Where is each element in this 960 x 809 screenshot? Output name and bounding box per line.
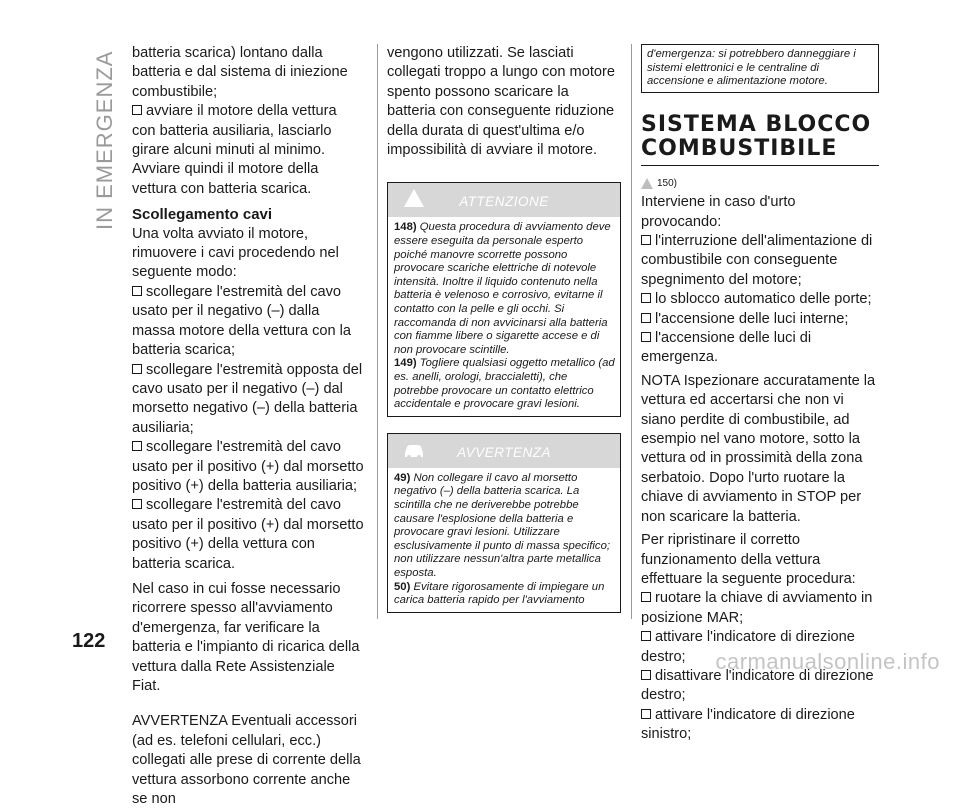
checkbox-bullet-icon: [641, 293, 651, 303]
checkbox-bullet-icon: [641, 592, 651, 602]
section-side-tab: [70, 40, 120, 230]
list-item: scollegare l'estremità del cavo usato per il positivo (+) dal morsetto positivo (+) della vettura con batteria scarica.: [132, 497, 364, 572]
paragraph: Nel caso in cui fosse necessario ricorrere spesso all'avviamento d'emergenza, far verificare la batteria e l'impianto di ricarica della vettura dalla Rete Assistenziale Fiat.: [132, 580, 360, 694]
paragraph: Una volta avviato il motore, rimuovere i cavi procedendo nel seguente modo:: [132, 225, 339, 281]
list-item: ruotare la chiave di avviamento in posizione MAR;: [641, 590, 873, 626]
checkbox-bullet-icon: [132, 286, 142, 296]
warning-triangle-icon: [641, 178, 653, 189]
reference-marker: 150): [641, 174, 879, 193]
checkbox-bullet-icon: [641, 313, 651, 323]
list-item: l'accensione delle luci interne;: [641, 310, 879, 329]
checkbox-bullet-icon: [641, 332, 651, 342]
avvertenza-box: [387, 433, 621, 613]
checkbox-bullet-icon: [132, 441, 142, 451]
attenzione-title: ATTENZIONE: [459, 194, 549, 210]
attenzione-body: 148) Questa procedura di avviamento deve essere eseguita da personale esperto poiché manovre scorrette possono provocare scariche elettriche di notevole intensità. Inoltre il liquido contenuto nella batteria è velenoso e corrosivo, evitarne il contatto con la pelle e gli occhi. Si raccomanda di non avvicinarsi alla batteria con fiamme libere o sigarette accese e di non provocare scintille. 149) Togliere qualsiasi oggetto metallico (ad es. anelli, orologi, braccialetti), che potrebbe provocare un contatto elettrico accidentale e provocare gravi lesioni.: [394, 221, 615, 411]
paragraph: Per ripristinare il corretto funzionamento della vettura effettuare la seguente procedura:: [641, 532, 856, 587]
list-item: l'interruzione dell'alimentazione di combustibile con conseguente spegnimento del motore;: [641, 233, 873, 288]
list-item: attivare l'indicatore di direzione destro;: [641, 629, 855, 665]
checkbox-bullet-icon: [641, 235, 651, 245]
checkbox-bullet-icon: [641, 631, 651, 641]
list-item: scollegare l'estremità opposta del cavo usato per il negativo (–) dal morsetto negativo (–) della batteria ausiliaria;: [132, 361, 363, 436]
avvertenza-header: [388, 434, 620, 468]
checkbox-bullet-icon: [132, 105, 142, 115]
list-item: l'accensione delle luci di emergenza.: [641, 330, 812, 366]
paragraph: NOTA Ispezionare accuratamente la vettura ed accertarsi che non vi siano perdite di combustibile, ad esempio nel vano motore, sotto la vettura od in prossimità della zona serbatoio. Dopo l'urto ruotare la chiave di avviamento in STOP per non scaricare la batteria.: [641, 372, 876, 525]
section-title: SISTEMA BLOCCO COMBUSTIBILE: [641, 113, 879, 166]
column-divider: [631, 44, 632, 619]
column-3: [641, 44, 879, 745]
list-item: disattivare l'indicatore di direzione destro;: [641, 667, 874, 704]
checkbox-bullet-icon: [641, 709, 651, 719]
paragraph: AVVERTENZA Eventuali accessori (ad es. telefoni cellulari, ecc.) collegati alle prese di corrente della vettura assorbono corrente anche se non: [132, 713, 361, 808]
checkbox-bullet-icon: [132, 499, 142, 509]
list-item: lo sblocco automatico delle porte;: [641, 290, 879, 309]
continued-note: d'emergenza: si potrebbero danneggiare i sistemi elettronici e le centraline di accensione e alimentazione motore.: [641, 44, 879, 93]
section-heading: Scollegamento cavi: [132, 206, 273, 224]
column-divider: [377, 44, 378, 619]
checkbox-bullet-icon: [132, 364, 142, 374]
attenzione-box: [387, 182, 621, 416]
section-side-tab-label: IN EMERGENZA: [92, 50, 117, 230]
list-item: scollegare l'estremità del cavo usato per il positivo (+) dal morsetto positivo (+) della batteria ausiliaria;: [132, 439, 364, 494]
attenzione-header: [388, 183, 620, 217]
avvertenza-title: AVVERTENZA: [456, 444, 552, 460]
list-item: avviare il motore della vettura con batteria ausiliaria, lasciarlo girare alcuni minuti al minimo. Avviare quindi il motore della vettura con batteria scarica.: [132, 103, 337, 197]
avvertenza-body: 49) Non collegare il cavo al morsetto negativo (–) della batteria scarica. La scintilla che ne deriverebbe potrebbe causare l'esplosione della batteria e provocare gravi lesioni. Utilizzare esclusivamente il punto di massa specifico; non utilizzare nessun'altra parte metallica esposta. 50) Evitare rigorosamente di impiegare un carica batteria rapido per l'avviamento: [394, 471, 610, 607]
list-item: attivare l'indicatore di direzione sinistro;: [641, 706, 855, 743]
page-number: 122: [72, 630, 106, 652]
column-1: [132, 44, 364, 809]
watermark: carmanualsonline.info: [715, 649, 940, 674]
list-item: scollegare l'estremità del cavo usato per il negativo (–) dalla massa motore della vettura con la batteria scarica;: [132, 283, 352, 359]
column-2: [387, 44, 621, 613]
paragraph: vengono utilizzati. Se lasciati collegati troppo a lungo con motore spento possono scaricare la batteria con conseguente riduzione della durata di quest'ultima e/o impossibilità di avviare il motore.: [387, 45, 615, 159]
paragraph: batteria scarica) lontano dalla batteria e dal sistema di iniezione combustibile;: [132, 45, 348, 100]
paragraph: Interviene in caso d'urto provocando:: [641, 194, 796, 230]
checkbox-bullet-icon: [641, 670, 651, 680]
